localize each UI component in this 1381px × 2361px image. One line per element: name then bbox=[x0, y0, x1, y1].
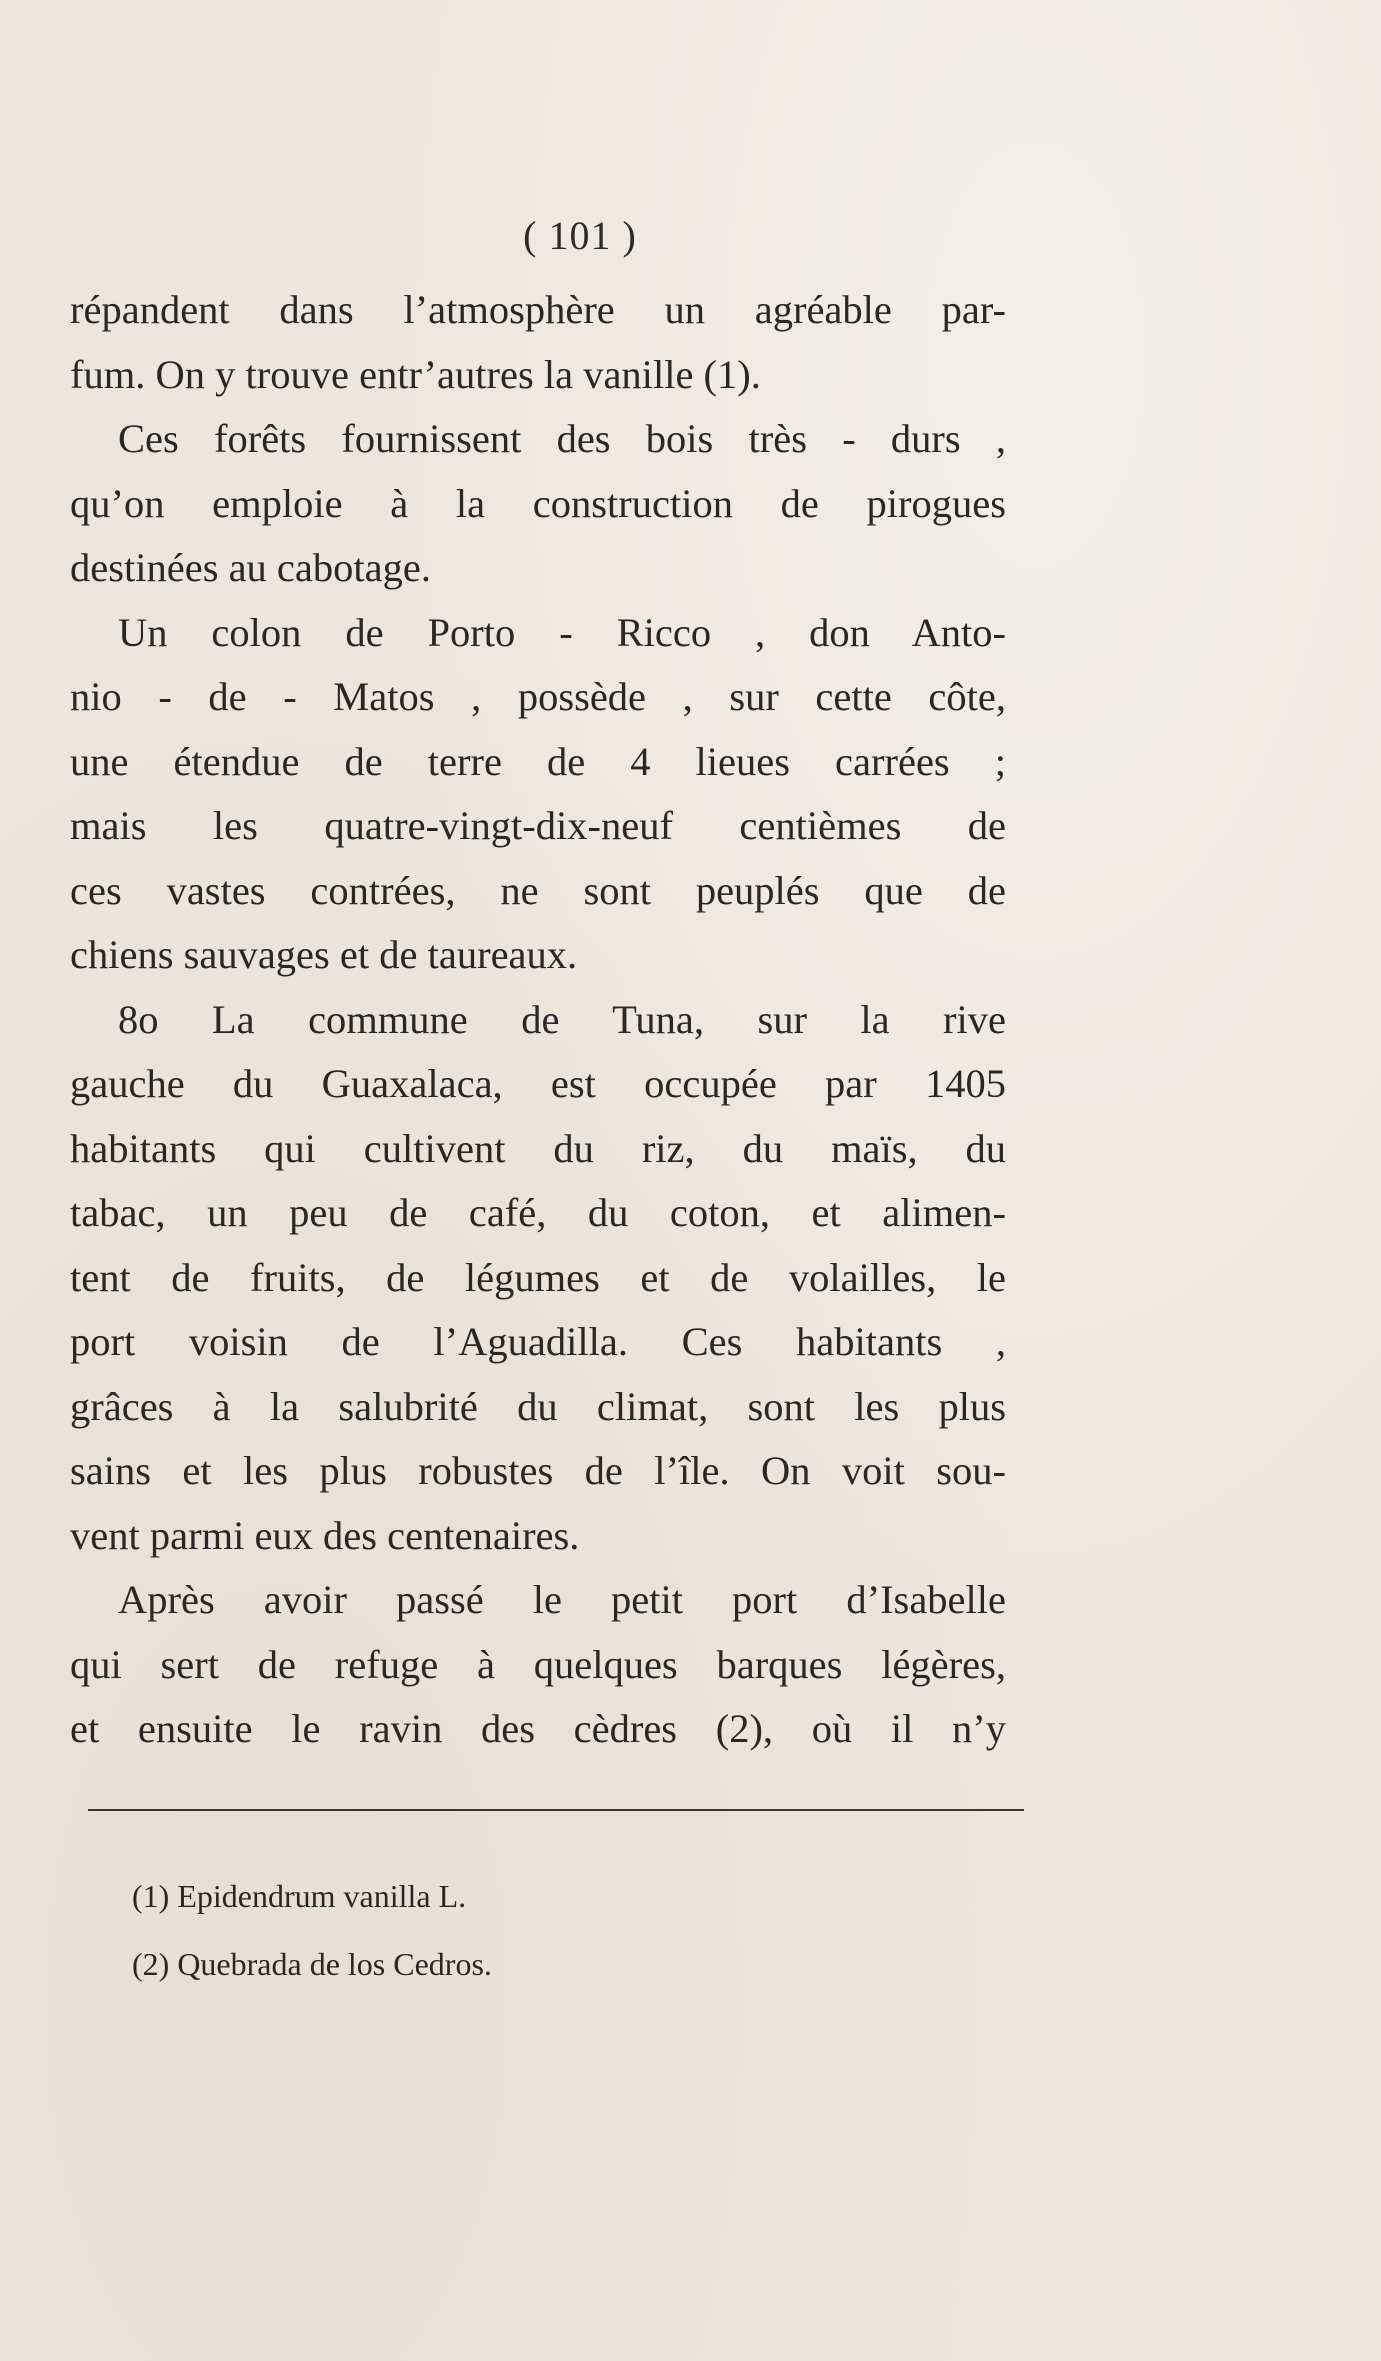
text-line: Ces forêts fournissent des bois très - durs , bbox=[118, 416, 1006, 461]
text-line: qui sert de refuge à quelques barques légères, bbox=[70, 1641, 1006, 1687]
text-line: sains et les plus robustes de l’île. On voit sou- bbox=[70, 1448, 1006, 1493]
footnote: (1) Epidendrum vanilla L. bbox=[132, 1878, 467, 1914]
text-line: grâces à la salubrité du climat, sont les plus bbox=[70, 1383, 1006, 1429]
text-line: répandent dans l’atmosphère un agréable par- bbox=[70, 287, 1006, 332]
footnotes bbox=[132, 1862, 492, 1998]
text-line: destinées au cabotage. bbox=[70, 545, 431, 590]
text-line: vent parmi eux des centenaires. bbox=[70, 1512, 580, 1558]
text-line: gauche du Guaxalaca, est occupée par 1405 bbox=[70, 1061, 1006, 1106]
text-line: une étendue de terre de 4 lieues carrées ; bbox=[70, 738, 1006, 784]
text-line: Après avoir passé le petit port d’Isabelle bbox=[118, 1577, 1006, 1622]
text-line: 8o La commune de Tuna, sur la rive bbox=[118, 996, 1006, 1042]
text-line: tent de fruits, de légumes et de volailles, le bbox=[70, 1254, 1006, 1300]
page-number: ( 101 ) bbox=[523, 213, 637, 258]
text-line: ces vastes contrées, ne sont peuplés que de bbox=[70, 867, 1006, 913]
text-line: nio - de - Matos , possède , sur cette côte, bbox=[70, 674, 1006, 719]
text-line: tabac, un peu de café, du coton, et alimen- bbox=[70, 1190, 1006, 1235]
text-line: chiens sauvages et de taureaux. bbox=[70, 932, 578, 977]
text-line: mais les quatre-vingt-dix-neuf centièmes de bbox=[70, 803, 1006, 848]
text-line: habitants qui cultivent du riz, du maïs, du bbox=[70, 1125, 1006, 1171]
footnote-divider bbox=[88, 1809, 1024, 1811]
body-text bbox=[70, 278, 1006, 1762]
text-line: qu’on emploie à la construction de pirogues bbox=[70, 480, 1006, 526]
text-line: et ensuite le ravin des cèdres (2), où il n’y bbox=[70, 1706, 1006, 1751]
text-line: port voisin de l’Aguadilla. Ces habitants , bbox=[70, 1319, 1006, 1364]
footnote: (2) Quebrada de los Cedros. bbox=[132, 1946, 492, 1982]
text-line: Un colon de Porto - Ricco , don Anto- bbox=[118, 609, 1006, 655]
text-line: fum. On y trouve entr’autres la vanille (1). bbox=[70, 351, 761, 397]
